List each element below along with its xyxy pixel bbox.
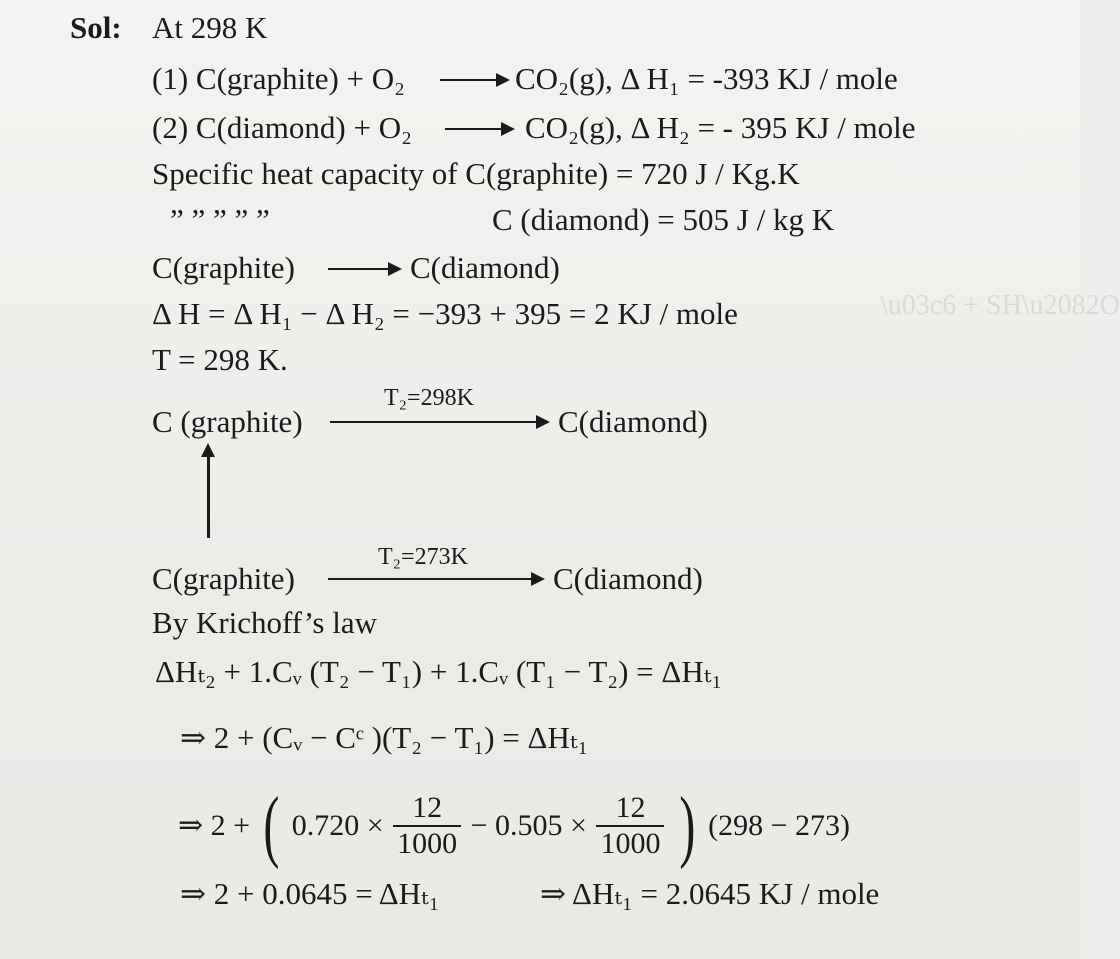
kirchhoff-equation: ΔHₜ₂ + 1.Cᵥ (T₂ − T₁) + 1.Cᵥ (T₁ − T₂) = ΔHₜ₁ — [155, 654, 723, 689]
kirchhoff-law-heading: By Krichoff’s law — [152, 605, 377, 640]
reaction-2-arrow — [445, 128, 513, 130]
cycle-bottom-left: C(graphite) — [152, 561, 295, 596]
final-result-right: ⇒ ΔHₜ₁ = 2.0645 KJ / mole — [540, 876, 880, 911]
fraction-2-numerator: 12 — [596, 793, 664, 827]
conversion-right: C(diamond) — [410, 250, 560, 285]
reaction-1-right: CO₂(g), Δ H₁ = -393 KJ / mole — [515, 61, 898, 96]
cycle-top-right: C(diamond) — [558, 404, 708, 439]
open-paren: ( — [262, 782, 279, 870]
reaction-1-arrow — [440, 79, 508, 81]
graphite-term: 0.720 × — [291, 809, 384, 842]
final-result-left: ⇒ 2 + 0.0645 = ΔHₜ₁ — [180, 876, 440, 911]
reaction-2-right: CO₂(g), Δ H₂ = - 395 KJ / mole — [525, 110, 916, 145]
delta-h-line: Δ H = Δ H₁ − Δ H₂ = −393 + 395 = 2 KJ / mole — [152, 296, 738, 331]
close-paren: ) — [679, 782, 696, 870]
ditto-marks: ” ” ” ” ” — [170, 202, 270, 237]
cycle-vertical-arrow — [207, 455, 210, 538]
sol-label: Sol: — [70, 10, 122, 45]
line-temperature: At 298 K — [152, 10, 268, 45]
substitution-start: ⇒ 2 + — [178, 809, 251, 842]
temperature-difference: (298 − 273) — [708, 809, 851, 842]
specific-heat-diamond: C (diamond) = 505 J / kg K — [492, 202, 835, 237]
fraction-2 — [596, 793, 664, 859]
reaction-2-left: (2) C(diamond) + O₂ — [152, 110, 412, 145]
fraction-2-denominator: 1000 — [600, 827, 661, 860]
numeric-substitution — [178, 782, 851, 870]
t-equals-line: T = 298 K. — [152, 342, 288, 377]
diamond-term: − 0.505 × — [470, 809, 587, 842]
conversion-left: C(graphite) — [152, 250, 295, 285]
cycle-top-arrow — [330, 421, 548, 423]
bleed-through-text: \u03c6 + SH\u2082O — [880, 290, 1120, 321]
cycle-bottom-arrow — [328, 578, 543, 580]
conversion-arrow — [328, 268, 400, 270]
cycle-top-left: C (graphite) — [152, 404, 303, 439]
fraction-1 — [393, 793, 461, 859]
cycle-top-temp: T₂=298K — [384, 385, 474, 411]
cycle-bottom-temp: T₂=273K — [378, 544, 468, 570]
cycle-bottom-right: C(diamond) — [553, 561, 703, 596]
kirchhoff-simplified: ⇒ 2 + (Cᵥ − Cᶜ )(T₂ − T₁) = ΔHₜ₁ — [180, 720, 589, 755]
fraction-1-denominator: 1000 — [397, 827, 458, 860]
fraction-1-numerator: 12 — [393, 793, 461, 827]
reaction-1-left: (1) C(graphite) + O₂ — [152, 61, 405, 96]
specific-heat-graphite: Specific heat capacity of C(graphite) = 720 J / Kg.K — [152, 156, 800, 191]
